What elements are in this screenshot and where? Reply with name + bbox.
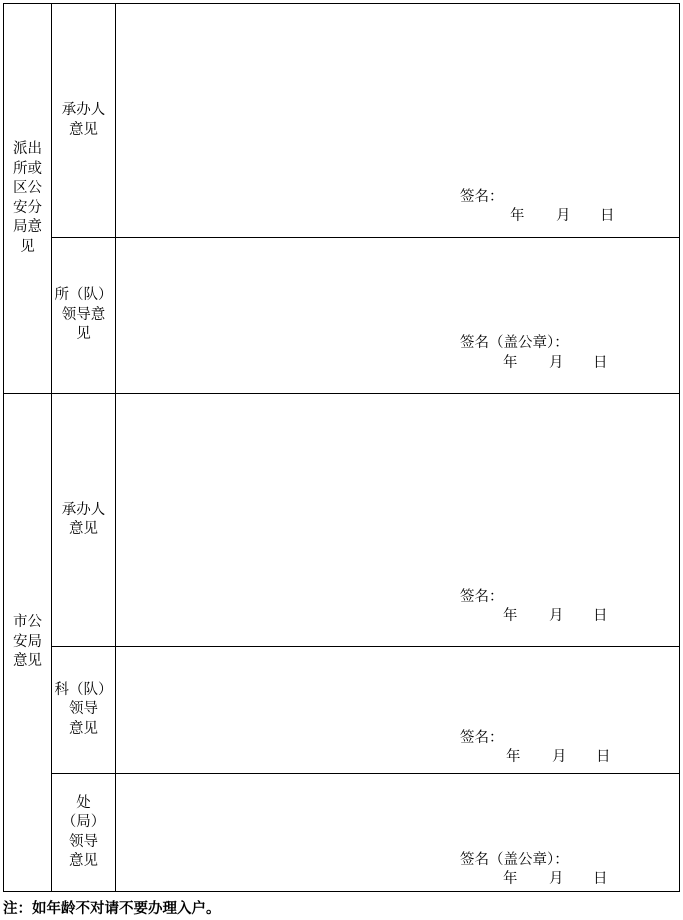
role-label-line: 意见 (69, 121, 98, 138)
role-label-line: 领导 (69, 701, 98, 718)
role-label-line: 意见 (69, 521, 98, 537)
signature-label: 签名： (460, 189, 504, 205)
section-label-line: 所或 (13, 160, 42, 177)
section-label-line: 市公 (13, 614, 42, 631)
date-day-label: 日 (593, 608, 608, 624)
date-day-label: 日 (600, 208, 615, 224)
role-label-line: 意见 (69, 853, 98, 869)
date-day-label: 日 (596, 749, 611, 765)
date-line (503, 869, 613, 889)
date-year-label: 年 (510, 208, 525, 224)
role-label-line: 见 (76, 326, 91, 343)
role-label-line: 处 (76, 794, 91, 811)
section-label-city-bureau (3, 393, 52, 892)
role-label-line: 领导意 (61, 306, 106, 323)
section-label-district-police (3, 3, 52, 394)
role-label-division-leader (51, 646, 116, 774)
section-label-line: 见 (20, 238, 35, 255)
date-year-label: 年 (503, 608, 518, 624)
role-label-line: 意见 (69, 720, 98, 737)
signature-label: 签名： (460, 589, 504, 605)
section-label-line: 局意 (13, 219, 42, 235)
date-month-label: 月 (549, 355, 564, 371)
opinion-area-handler (115, 393, 680, 647)
section-label-line: 派出 (13, 141, 42, 157)
role-label-line: 所（队） (54, 287, 113, 304)
date-month-label: 月 (552, 749, 567, 765)
section-label-line: 区公 (13, 180, 42, 196)
date-month-label: 月 (556, 208, 571, 224)
date-year-label: 年 (506, 749, 521, 765)
footnote: 注：如年龄不对请不要办理入户。 (3, 901, 221, 917)
date-line (506, 747, 616, 767)
date-day-label: 日 (593, 355, 608, 371)
role-label-line: （局） (61, 814, 106, 830)
date-line (503, 606, 613, 626)
role-label-line: 领导 (69, 833, 98, 850)
date-line (510, 206, 620, 226)
section-label-line: 安分 (13, 199, 42, 216)
opinion-area-handler (115, 3, 680, 238)
date-line (503, 353, 613, 373)
opinion-area-office-leader (115, 773, 680, 892)
role-label-station-leader (51, 237, 116, 394)
signature-label: 签名： (460, 730, 504, 746)
date-day-label: 日 (593, 871, 608, 887)
signature-seal-label: 签名（盖公章）： (460, 335, 569, 351)
date-year-label: 年 (503, 355, 518, 371)
section-label-line: 安局 (13, 633, 42, 650)
role-label-handler (51, 393, 116, 647)
opinion-area-station-leader (115, 237, 680, 394)
role-label-office-leader (51, 773, 116, 892)
signature-seal-label: 签名（盖公章）： (460, 852, 569, 868)
role-label-line: 科（队） (54, 681, 113, 698)
role-label-line: 承办人 (61, 102, 106, 118)
section-label-line: 意见 (13, 653, 42, 670)
role-label-handler (51, 3, 116, 238)
date-year-label: 年 (503, 871, 518, 887)
opinion-area-division-leader (115, 646, 680, 774)
date-month-label: 月 (549, 608, 564, 624)
role-label-line: 承办人 (61, 501, 106, 518)
date-month-label: 月 (549, 871, 564, 887)
